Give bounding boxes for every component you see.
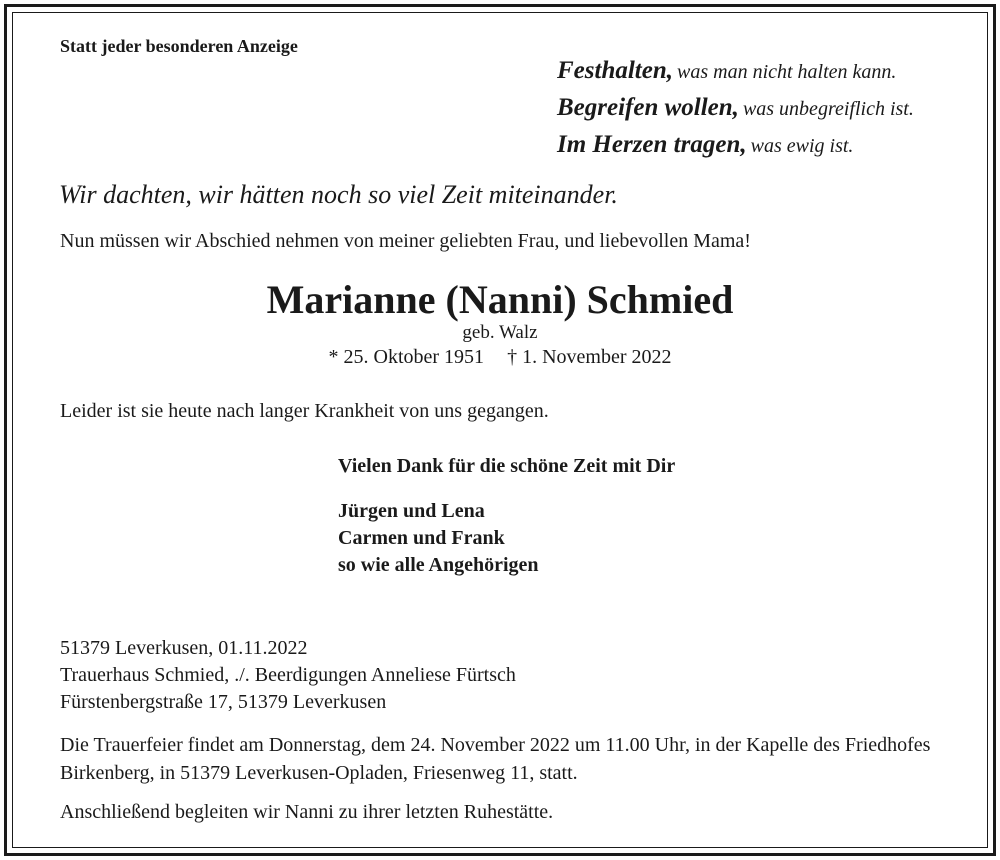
poem-line-bold: Begreifen wollen, [557,94,739,121]
poem-line [557,54,914,91]
family-member: Jürgen und Lena [338,500,485,522]
thanks-line: Vielen Dank für die schöne Zeit mit Dir [338,455,676,477]
maiden-name: geb. Walz [462,322,538,343]
poem-line-rest: was ewig ist. [750,135,854,157]
quote: Wir dachten, wir hätten noch so viel Zeit miteinander. [59,180,618,209]
intro-text: Nun müssen wir Abschied nehmen von meiner geliebten Frau, und liebevollen Mama! [60,230,751,252]
burial-text: Anschließend begleiten wir Nanni zu ihrer letzten Ruhestätte. [60,801,554,823]
address-line: Trauerhaus Schmied, ./. Beerdigungen Anneliese Fürtsch [60,664,516,686]
family-member: Carmen und Frank [338,527,505,549]
death-date: † 1. November 2022 [507,346,672,368]
header-notice: Statt jeder besonderen Anzeige [60,36,298,56]
family-list [338,498,539,579]
poem [557,54,914,165]
poem-line-bold: Festhalten, [557,57,673,84]
deceased-name: Marianne (Nanni) Schmied [266,277,734,322]
address-line: 51379 Leverkusen, 01.11.2022 [60,637,308,659]
address-line: Fürstenbergstraße 17, 51379 Leverkusen [60,691,387,713]
passing-text: Leider ist sie heute nach langer Krankheit von uns gegangen. [60,400,549,422]
poem-line-rest: was man nicht halten kann. [677,61,897,83]
poem-line-rest: was unbegreiflich ist. [742,98,914,120]
poem-line [557,128,914,165]
address-block [60,635,516,716]
life-dates [0,346,1000,369]
poem-line [557,91,914,128]
family-member: so wie alle Angehörigen [338,554,539,576]
poem-line-bold: Im Herzen tragen, [557,131,747,158]
ceremony-text: Die Trauerfeier findet am Donnerstag, dem 24. November 2022 um 11.00 Uhr, in der Kapelle des Friedhofes Birkenberg, in 51379 Leverkusen-Opladen, Friesenweg 11, statt. [60,734,931,784]
birth-date: * 25. Oktober 1951 [328,346,485,368]
